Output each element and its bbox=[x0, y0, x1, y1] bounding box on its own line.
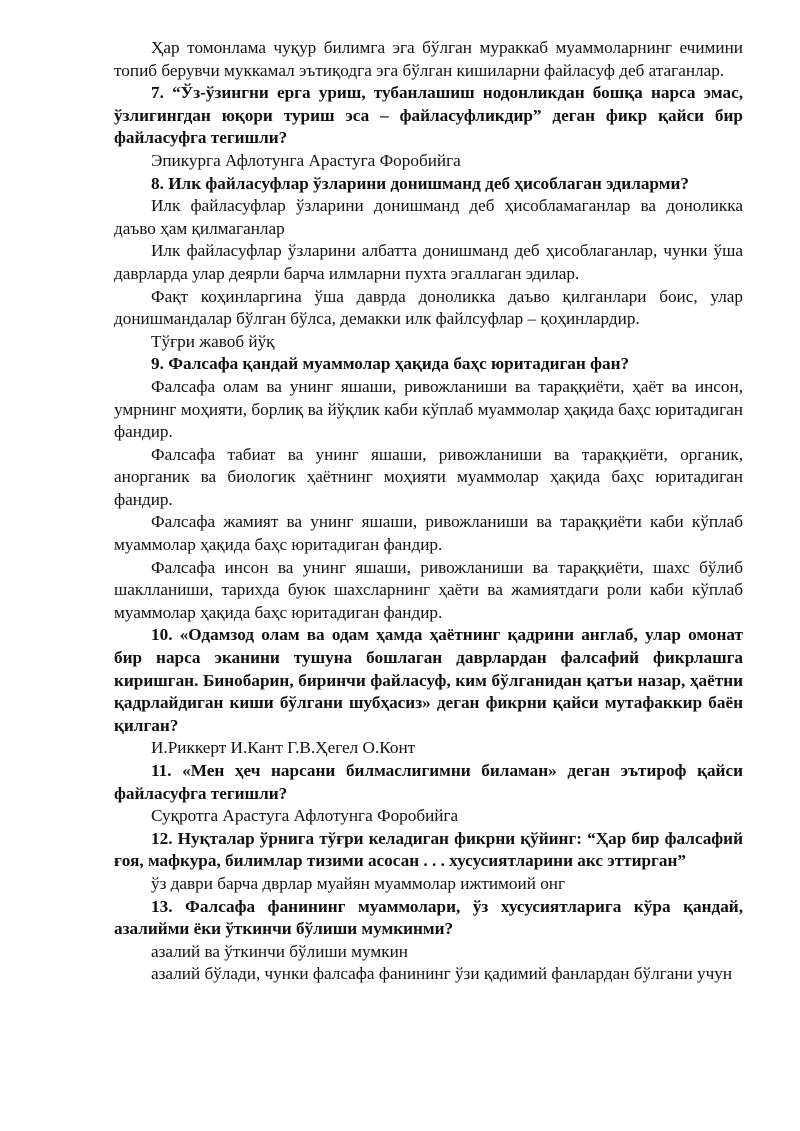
question-11: 11. «Мен ҳеч нарсани билмаслигимни биламан» деган эътироф қайси файласуфга тегишли? bbox=[114, 761, 743, 803]
document-page bbox=[114, 37, 743, 986]
answer-option-9d: Фалсафа инсон ва унинг яшаши, ривожланиши ва тараққиёти, шахс бўлиб шаклланиши, тарихда буюк шахсларнинг ҳаёти ва жамиятдаги роли каби кўплаб муаммолар ҳақида баҳс юритадиган фандир. bbox=[114, 557, 743, 622]
question-12: 12. Нуқталар ўрнига тўғри келадиган фикрни қўйинг: “Ҳар бир фалсафий ғоя, мафкура, билимлар тизими асосан . . . хусусиятларини акс эттирган” bbox=[114, 828, 743, 871]
question-13: 13. Фалсафа фанининг муаммолари, ўз хусусиятларига кўра қандай, азалийми ёки ўткинчи бўлиши мумкинми? bbox=[114, 896, 743, 939]
answer-option-13a: азалий ва ўткинчи бўлиши мумкин bbox=[151, 941, 408, 961]
answer-options-7: Эпикурга Афлотунга Арастуга Форобийга bbox=[151, 150, 461, 170]
answer-option-8d: Тўғри жавоб йўқ bbox=[151, 331, 275, 351]
answer-option-8a: Илк файласуфлар ўзларини донишманд деб ҳисобламаганлар ва доноликка даъво ҳам қилмаганлар bbox=[114, 196, 743, 238]
answer-options-11: Суқротга Арастуга Афлотунга Форобийга bbox=[151, 806, 459, 826]
question-9: 9. Фалсафа қандай муаммолар ҳақида баҳс юритадиган фан? bbox=[151, 354, 630, 374]
answer-paragraph: Ҳар томонлама чуқур билимга эга бўлган мураккаб муаммоларнинг ечимини топиб берувчи муккамал эътиқодга эга бўлган кишиларни файласуф деб атаганлар. bbox=[114, 38, 743, 80]
question-10: 10. «Одамзод олам ва одам ҳамда ҳаётнинг қадрини англаб, улар омонат бир нарса эканини тушуна бошлаган даврлардан фалсафий фикрлашга киришган. Бинобарин, биринчи файласуф, ким бўлганидан қатъи назар, ҳаётни қадрлайдиган киши бўлгани шубҳасиз» деган фикрни қайси мутафаккир баён қилган? bbox=[114, 625, 743, 735]
answer-option-8c: Фақт коҳинларгина ўша даврда доноликка даъво қилганлари боис, улар донишмандалар бўлган бўлса, демакки илк файлсуфлар – қоҳинлардир. bbox=[114, 286, 743, 329]
answer-options-12: ўз даври барча дврлар муайян муаммолар ижтимоий онг bbox=[151, 873, 566, 893]
answer-option-9c: Фалсафа жамият ва унинг яшаши, ривожланиши ва тараққиёти каби кўплаб муаммолар ҳақида баҳс юритадиган фандир. bbox=[114, 512, 743, 555]
answer-options-10: И.Риккерт И.Кант Г.В.Ҳегел О.Конт bbox=[151, 738, 416, 758]
question-8: 8. Илк файласуфлар ўзларини донишманд деб ҳисоблаган эдиларми? bbox=[151, 173, 689, 193]
answer-option-13b: азалий бўлади, чунки фалсафа фанининг ўзи қадимий фанлардан бўлгани учун bbox=[151, 964, 733, 984]
question-7: 7. “Ўз-ўзингни ерга уриш, тубанлашиш нодонликдан бошқа нарса эмас, ўзлигингдан юқори туриш эса – файласуфликдир” деган фикр қайси бир файласуфга тегишли? bbox=[114, 83, 743, 148]
answer-option-9b: Фалсафа табиат ва унинг яшаши, ривожланиши ва тараққиёти, органик, анорганик ва биологик ҳаётнинг моҳияти муаммолар ҳақида баҳс юритадиган фандир. bbox=[114, 444, 743, 509]
answer-option-8b: Илк файласуфлар ўзларини албатта донишманд деб ҳисоблаганлар, чунки ўша даврларда улар деярли барча илмларни пухта эгаллаган эдилар. bbox=[114, 241, 743, 283]
answer-option-9a: Фалсафа олам ва унинг яшаши, ривожланиши ва тараққиёти, ҳаёт ва инсон, умрнинг моҳияти, борлиқ ва йўқлик каби кўплаб муаммолар ҳақида баҳс юритадиган фандир. bbox=[114, 376, 743, 442]
